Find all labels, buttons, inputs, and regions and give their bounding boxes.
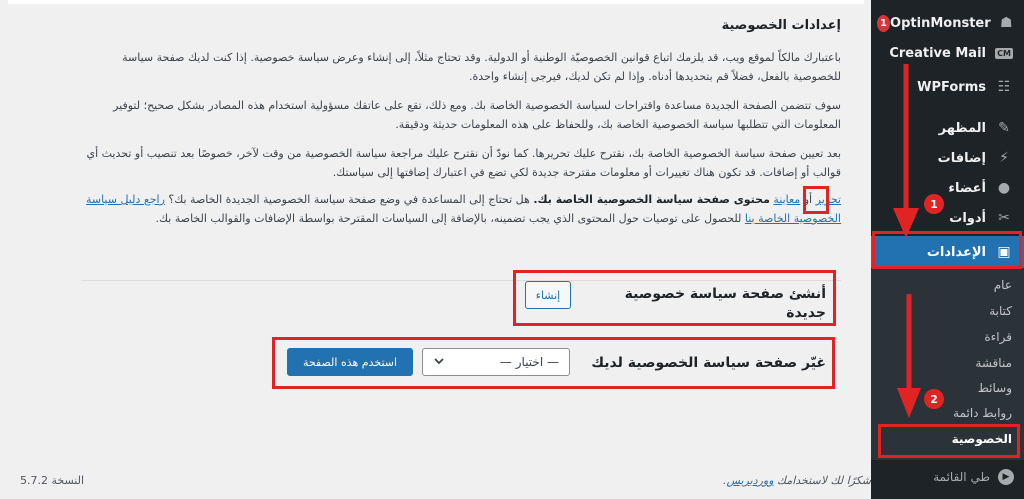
- collapse-play-icon: ▶: [998, 469, 1014, 485]
- edit-paragraph-bold: محتوى صفحة سياسة الخصوصية الخاصة بك.: [533, 193, 770, 206]
- footer-thanks-suffix: .: [723, 474, 727, 487]
- wordpress-link[interactable]: ووردبريس: [726, 474, 774, 487]
- users-icon: ●: [997, 180, 1011, 196]
- highlight-change-row: [272, 337, 835, 389]
- menu-item-optinmonster[interactable]: [871, 8, 1024, 38]
- menu-label: أدوات: [949, 210, 986, 226]
- menu-label: Creative Mail: [889, 45, 986, 61]
- create-policy-label: أنشئ صفحة سياسة خصوصية جديدة: [624, 286, 826, 321]
- menu-label: WPForms: [917, 79, 986, 95]
- create-button[interactable]: إنشاء: [525, 281, 571, 309]
- submenu-item-permalinks[interactable]: روابط دائمة: [953, 406, 1012, 420]
- submenu-item-discussion[interactable]: مناقشة: [975, 356, 1012, 370]
- notification-badge: 1: [877, 15, 890, 32]
- annotation-marker-2: 2: [924, 389, 944, 409]
- submenu-item-writing[interactable]: كتابة: [989, 304, 1012, 318]
- highlight-create-row: [513, 270, 836, 326]
- intro-paragraph: باعتبارك مالكاً لموقع ويب، قد يلزمك اتباع قوانين الخصوصيّة الوطنية أو الدولية. وقد تحتاج مثلاً، إلى إنشاء وعرض سياسة خصوصية. إذا كنت لديك صفحة سياسة للخصوصية بالفعل، فضلاً قم بتحديدها أدناه. وإذا لم تكن لديك، فيرجى إنشاء واحدة.: [122, 51, 841, 83]
- wpforms-icon: ☷: [997, 79, 1011, 95]
- footer-thanks: [723, 474, 871, 487]
- menu-label: OptinMonster: [890, 15, 991, 31]
- collapse-menu-button[interactable]: [871, 469, 1024, 485]
- plugins-icon: ⚡: [999, 150, 1009, 166]
- collapse-label: طي القائمة: [933, 470, 990, 484]
- privacy-guide-link[interactable]: راجع دليل سياسة الخصوصية الخاصة بنا: [85, 193, 841, 225]
- help-rest: للحصول على توصيات حول المحتوى الذي يجب تضمينه، بالإضافة إلى السياسات المقترحة بواسطة الإضافات والقوالب الخاصة بك.: [155, 212, 745, 225]
- submenu-item-privacy[interactable]: الخصوصية: [951, 432, 1012, 446]
- tools-icon: ✂: [998, 210, 1010, 226]
- help-question: هل تحتاج إلى المساعدة في وضع صفحة سياسة الخصوصية الجديدة الخاصة بك؟: [168, 193, 534, 206]
- guidance-paragraph: سوف تتضمن الصفحة الجديدة مساعدة واقتراحات لسياسة الخصوصية الخاصة بك. ومع ذلك، تقع على عاتقك مسؤولية استخدام هذه المصادر بشكل صحيح؛ لتوفير المعلومات التي تتطلبها سياسة الخصوصية الخاصة بك، وللحفاظ على هذه المعلومات حديثة ودقيقة.: [113, 99, 841, 131]
- highlight-edit-link: [803, 186, 829, 214]
- submenu-item-general[interactable]: عام: [993, 278, 1012, 292]
- footer-thanks-text: شكرًا لك لاستخدامك: [773, 474, 871, 487]
- footer-version: النسخة 5.7.2: [20, 474, 85, 487]
- page-title: إعدادات الخصوصية: [721, 18, 841, 33]
- menu-label: الإعدادات: [926, 244, 986, 260]
- select-value: — اختيار —: [499, 355, 559, 369]
- change-policy-label: غيّر صفحة سياسة الخصوصية لديك: [591, 355, 826, 371]
- creative-mail-icon: CM: [997, 48, 1011, 58]
- arrow-down-icon: [880, 60, 940, 250]
- edit-paragraph: [81, 190, 841, 228]
- submenu-item-media[interactable]: وسائط: [977, 381, 1012, 395]
- preview-link[interactable]: معاينة: [773, 193, 801, 206]
- arrow-down-icon: [892, 290, 932, 430]
- menu-label: أعضاء: [948, 180, 986, 196]
- menu-label: المظهر: [938, 120, 986, 136]
- annotation-marker-1: 1: [924, 194, 944, 214]
- optinmonster-icon: ☗: [1000, 15, 1013, 31]
- menu-label: إضافات: [937, 150, 986, 166]
- use-page-button[interactable]: استخدم هذه الصفحة: [287, 348, 413, 376]
- edit-link[interactable]: تحرير: [815, 193, 841, 206]
- appearance-brush-icon: ✎: [998, 120, 1010, 136]
- submenu-item-reading[interactable]: قراءة: [984, 330, 1012, 344]
- settings-icon: ▣: [997, 244, 1011, 260]
- review-paragraph: بعد تعيين صفحة سياسة الخصوصية الخاصة بك، نقترح عليك تحريرها. كما نودّ أن نقترح عليك مراجعة سياسة الخصوصية من وقت لآخر، خصوصًا بعد تنصيب أو تحديث أي قوالب أو إضافات. قد تكون هناك تغييرات أو معلومات مقترحة جديدة لكي تضع في اعتبارك إضافتها إلى سياستك.: [86, 147, 841, 179]
- or-text: أو: [803, 193, 813, 206]
- top-strip: [8, 0, 864, 4]
